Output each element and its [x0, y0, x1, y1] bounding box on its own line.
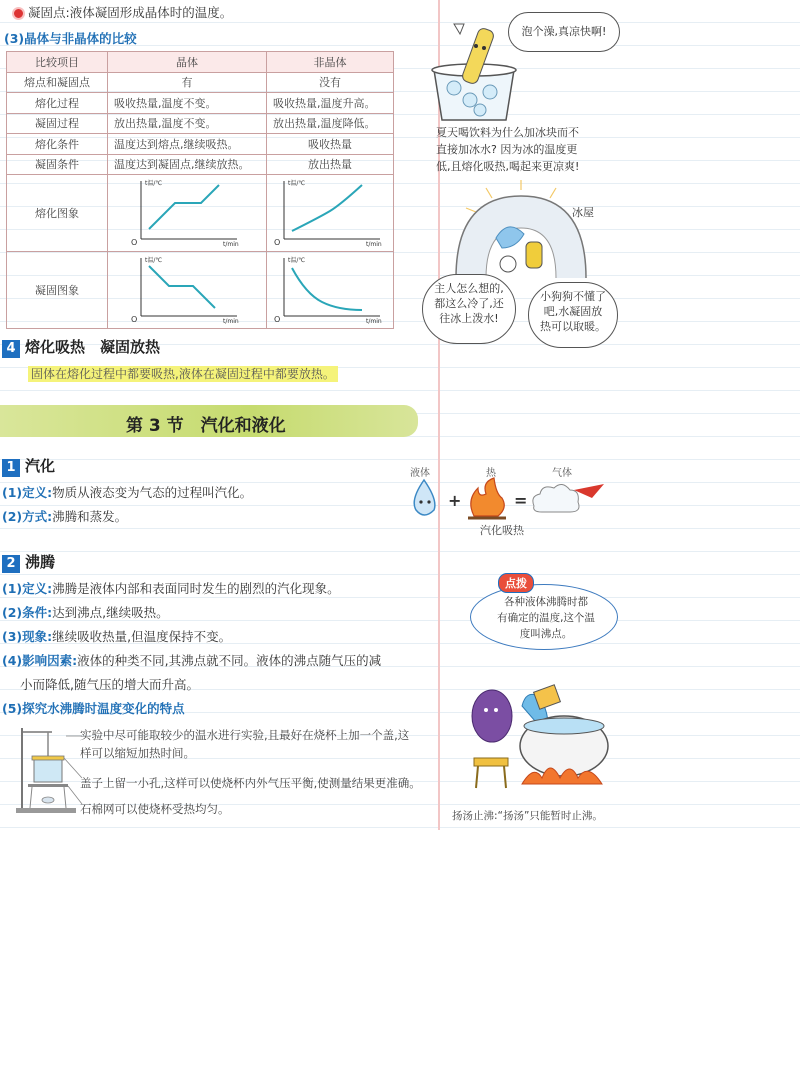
caption-line: 低,且熔化吸热,喝起来更凉爽! [436, 160, 580, 173]
svg-text:=: = [514, 491, 528, 510]
bubble-line: 往冰上泼水! [439, 312, 499, 325]
axis-x-label: t/min [223, 240, 239, 247]
section4-summary [28, 363, 338, 382]
part2-item4-continued: 小而降低,随气压的增大而升高。 [20, 677, 199, 692]
table-row [7, 134, 394, 155]
table-cell: 凝固过程 [7, 113, 108, 134]
tip-line: 有确定的温度,这个温 [497, 612, 595, 624]
tip-line: 度叫沸点。 [519, 628, 573, 640]
origin-label: O [274, 237, 281, 247]
item-label: (4)影响因素: [2, 653, 78, 668]
item-label: (2)条件: [2, 605, 53, 620]
apparatus-note: 实验中尽可能取较少的温水进行实验,且最好在烧杯上加一个盖,这 [80, 728, 410, 742]
section-number-badge: 2 [2, 555, 20, 573]
item-label: (1)定义: [2, 485, 53, 500]
table-header: 比较项目 [7, 52, 108, 73]
pot-caption: 扬汤止沸:“扬汤”只能暂时止沸。 [452, 810, 603, 822]
axis-x-label: t/min [223, 317, 239, 324]
owner-speech-bubble [422, 274, 516, 344]
bullet-icon [12, 7, 25, 20]
crystal-comparison-table [6, 51, 394, 329]
amorphous-freezing-graph [270, 254, 390, 324]
crystal-freezing-graph [127, 254, 247, 324]
table-cell: 温度达到熔点,继续吸热。 [108, 134, 267, 155]
table-cell: 凝固条件 [7, 154, 108, 175]
item-text: 沸腾是液体内部和表面同时发生的剧烈的汽化现象。 [52, 581, 340, 596]
item-label: (3)现象: [2, 629, 53, 644]
tip-line: 各种液体沸腾时都 [504, 596, 588, 608]
table-cell: 吸收热量 [267, 134, 394, 155]
apparatus-note: 石棉网可以使烧杯受热均匀。 [80, 802, 230, 816]
table-cell: 熔点和凝固点 [7, 72, 108, 93]
table-header: 晶体 [108, 52, 267, 73]
freezing-point-note [12, 4, 232, 22]
section3-title: (3)晶体与非晶体的比较 [4, 31, 137, 46]
apparatus-notes [80, 726, 421, 818]
part1-item [2, 484, 252, 502]
part2-item [2, 652, 381, 670]
table-cell: 放出热量,温度不变。 [108, 113, 267, 134]
table-row [7, 175, 394, 252]
amorphous-melting-graph [270, 177, 390, 247]
crystal-freezing-graph-cell [108, 252, 267, 329]
axis-x-label: t/min [366, 317, 382, 324]
part1-heading [2, 456, 55, 477]
tip-badge: 点拨 [498, 573, 534, 593]
part1-title: 汽化 [25, 457, 56, 475]
item-text: 继续吸收热量,但温度保持不变。 [52, 629, 232, 644]
ice-drink-caption [436, 124, 579, 175]
axis-y-label: t温/℃ [288, 179, 306, 187]
apparatus-note: 盖子上留一小孔,这样可以使烧杯内外气压平衡,使测量结果更准确。 [80, 776, 421, 790]
boiling-pot-illustration [462, 666, 612, 806]
bubble-line: 主人怎么想的, [434, 282, 504, 295]
apparatus-note: 样可以缩短加热时间。 [80, 746, 195, 760]
table-cell: 吸收热量,温度升高。 [267, 93, 394, 114]
part2-item [2, 580, 340, 598]
amorphous-melting-graph-cell [267, 175, 394, 252]
item-text: 液体的种类不同,其沸点就不同。液体的沸点随气压的减 [77, 653, 382, 668]
table-row [7, 93, 394, 114]
item-text: 沸腾和蒸发。 [52, 509, 128, 524]
caption-line: 直接加冰水? 因为冰的温度更 [436, 143, 578, 156]
bubble-line: 都这么冷了,还 [434, 297, 504, 310]
caption-line: 夏天喝饮料为什么加冰块而不 [436, 126, 579, 139]
dog-speech-bubble [528, 282, 618, 348]
part2-item5-label: (5)探究水沸腾时温度变化的特点 [2, 701, 185, 716]
table-cell: 没有 [267, 72, 394, 93]
table-row [7, 72, 394, 93]
axis-y-label: t温/℃ [288, 256, 306, 264]
table-cell: 放出热量,温度降低。 [267, 113, 394, 134]
table-row [7, 154, 394, 175]
part2-item [2, 604, 169, 622]
axis-y-label: t温/℃ [145, 256, 163, 264]
chapter-title: 第 3 节 汽化和液化 [126, 416, 286, 436]
amorphous-freezing-graph-cell [267, 252, 394, 329]
heat-label: 热 [486, 468, 496, 479]
part2-heading [2, 552, 55, 573]
liquid-label: 液体 [410, 468, 430, 479]
svg-text:+: + [448, 491, 462, 510]
table-cell: 有 [108, 72, 267, 93]
tip-text [484, 594, 608, 642]
table-row [7, 113, 394, 134]
item-text: 物质从液态变为气态的过程叫汽化。 [52, 485, 253, 500]
table-cell: 熔化图象 [7, 175, 108, 252]
table-cell: 熔化条件 [7, 134, 108, 155]
part1-item [2, 508, 127, 526]
item-label: (1)定义: [2, 581, 53, 596]
igloo-illustration [446, 178, 596, 288]
crystal-melting-graph [127, 177, 247, 247]
table-header: 非晶体 [267, 52, 394, 73]
gas-label: 气体 [552, 468, 572, 479]
table-cell: 温度达到凝固点,继续放热。 [108, 154, 267, 175]
bubble-line: 小狗狗不懂了 [540, 290, 606, 303]
section-number-badge: 1 [2, 459, 20, 477]
table-row [7, 252, 394, 329]
origin-label: O [274, 314, 281, 324]
vaporization-caption: 汽化吸热 [480, 524, 524, 537]
vaporization-equation [404, 476, 614, 522]
axis-x-label: t/min [366, 240, 382, 247]
origin-label: O [131, 314, 138, 324]
table-cell: 吸收热量,温度不变。 [108, 93, 267, 114]
item-text: 达到沸点,继续吸热。 [52, 605, 169, 620]
table-cell: 放出热量 [267, 154, 394, 175]
crystal-melting-graph-cell [108, 175, 267, 252]
igloo-label: 冰屋 [572, 206, 594, 219]
section4-title: 熔化吸热 凝固放热 [25, 338, 161, 356]
boiling-apparatus-drawing [12, 722, 84, 816]
table-cell: 凝固图象 [7, 252, 108, 329]
axis-y-label: t温/℃ [145, 179, 163, 187]
bubble-line: 热可以取暖。 [540, 320, 606, 333]
highlighted-text: 固体在熔化过程中都要吸热,液体在凝固过程中都要放热。 [28, 366, 338, 382]
table-cell: 熔化过程 [7, 93, 108, 114]
section-number-badge: 4 [2, 340, 20, 358]
freezing-point-text: 凝固点:液体凝固形成晶体时的温度。 [28, 5, 233, 20]
item-label: (2)方式: [2, 509, 53, 524]
part2-title: 沸腾 [25, 553, 56, 571]
bottle-speech-bubble: 泡个澡,真凉快啊! [508, 12, 620, 52]
section4-heading [2, 337, 160, 358]
part2-item [2, 628, 231, 646]
origin-label: O [131, 237, 138, 247]
bubble-line: 吧,水凝固放 [543, 305, 603, 318]
